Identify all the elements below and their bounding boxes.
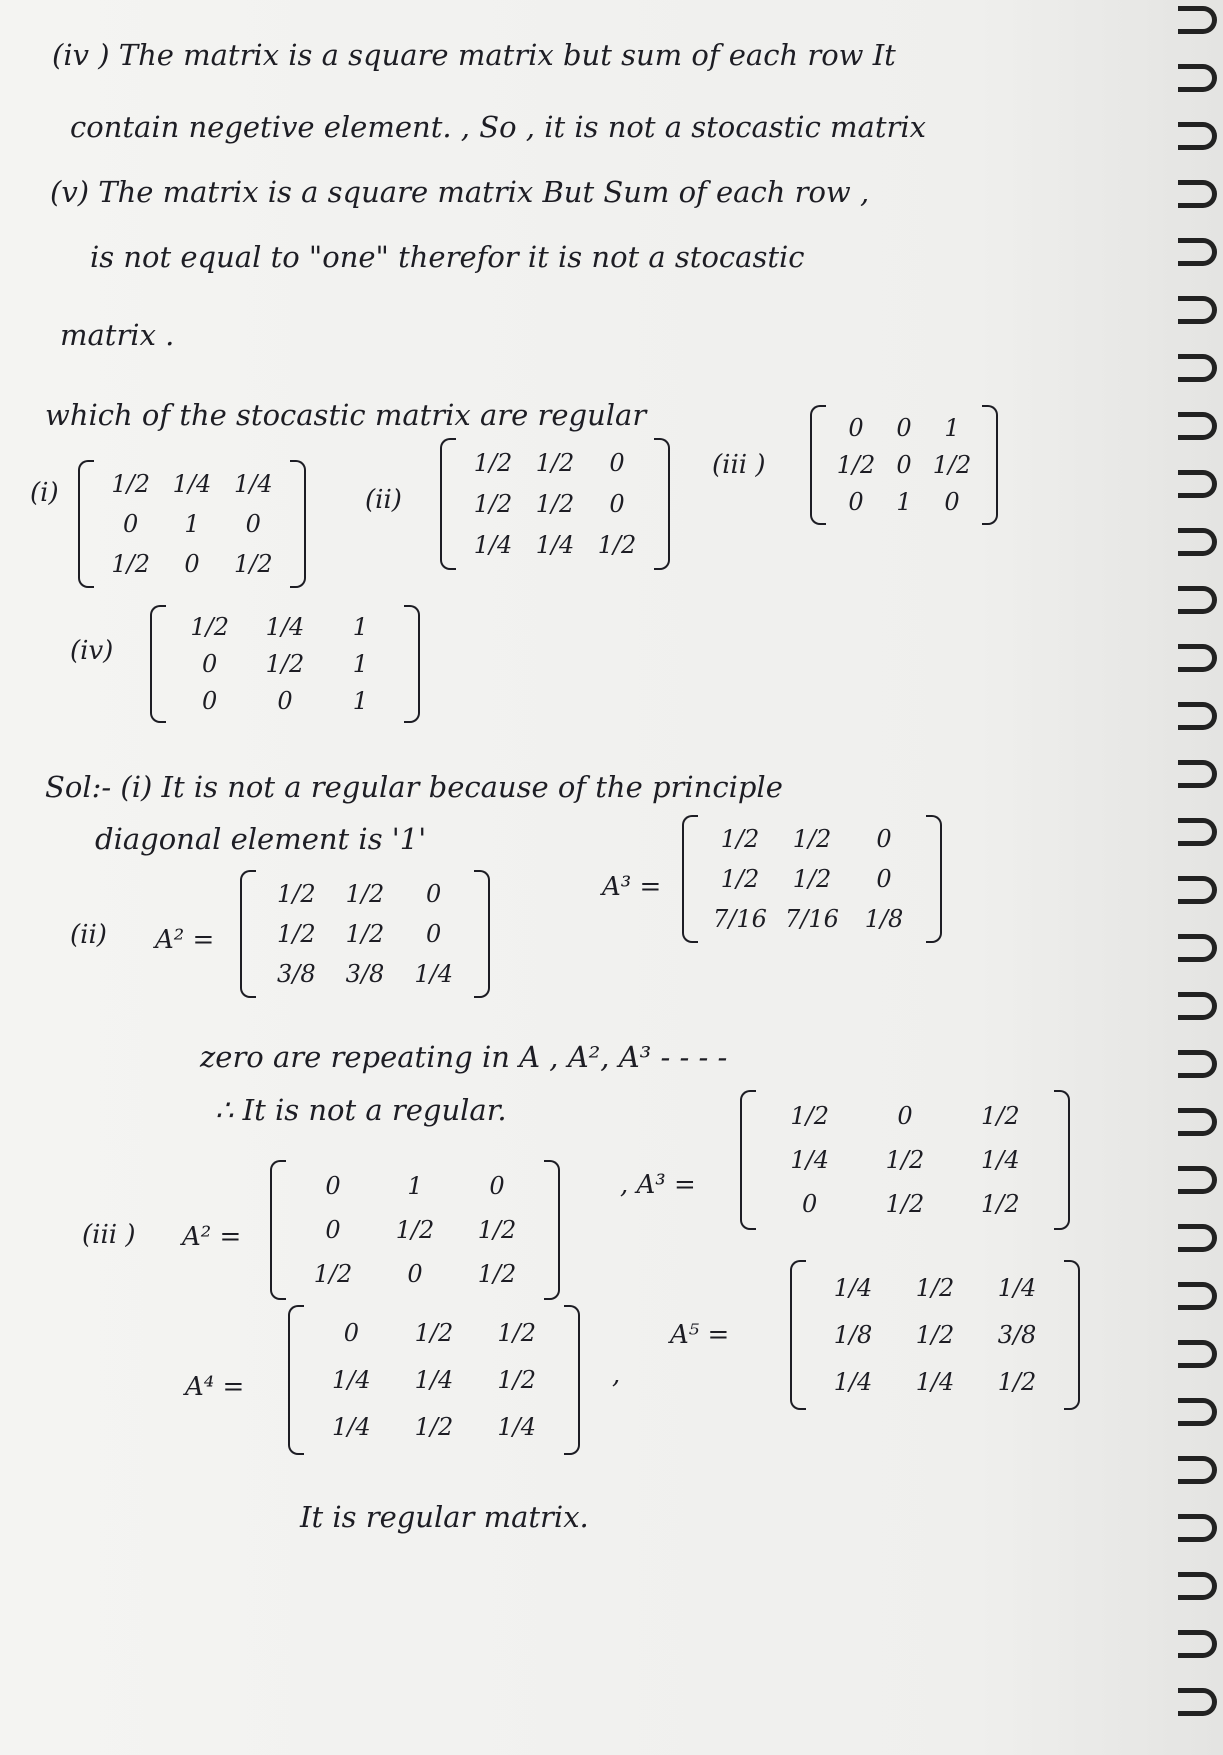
bracket-right <box>1064 1260 1080 1410</box>
spiral-coil <box>1178 1572 1217 1600</box>
spiral-coil <box>1178 180 1217 208</box>
spiral-coil <box>1178 296 1217 324</box>
matrix-question-iii <box>810 405 998 525</box>
label-i: (i) <box>30 478 59 508</box>
spiral-coil <box>1178 64 1217 92</box>
bracket-left <box>790 1260 806 1410</box>
matrix-cell: 1 <box>352 686 368 715</box>
matrix-cell: 0 <box>407 1260 423 1288</box>
matrix-cell: 1/2 <box>792 825 832 853</box>
matrix-cell: 0 <box>426 880 442 908</box>
matrix-cell: 1/2 <box>277 880 316 908</box>
matrix-cell: 1/2 <box>345 880 385 908</box>
matrix-cell: 0 <box>325 1216 341 1244</box>
matrix-cell: 1/4 <box>414 1365 454 1394</box>
label-iv: (iv) <box>70 636 114 666</box>
matrix-cell: 1/4 <box>414 960 453 988</box>
matrix-cell: 1/2 <box>720 865 760 893</box>
matrix-cell: 1/4 <box>332 1365 371 1394</box>
matrix-cell: 0 <box>848 488 864 517</box>
bracket-right <box>290 460 306 588</box>
spiral-coil <box>1178 1050 1217 1078</box>
matrix-cell: 0 <box>202 649 218 678</box>
matrix-cell: 1/2 <box>885 1190 925 1218</box>
solution-line-i-cont: diagonal element is '1' <box>95 822 427 856</box>
is-regular-line: It is regular matrix. <box>300 1500 589 1534</box>
text-line-v-end: matrix . <box>60 318 175 352</box>
matrix-cell: 1/2 <box>720 825 760 853</box>
matrix-cell: 1/2 <box>535 448 575 477</box>
matrix-cell: 1/4 <box>790 1146 829 1174</box>
spiral-binding <box>1175 0 1223 1755</box>
text-line-iv-cont: contain negetive element. , So , it is not a stocastic matrix <box>70 110 926 144</box>
matrix-cell: 1/2 <box>477 1260 517 1288</box>
matrix-cell: 1 <box>944 413 960 442</box>
matrix-cell: 0 <box>896 450 912 479</box>
spiral-coil <box>1178 1688 1217 1716</box>
matrix-cell: 1 <box>184 510 200 538</box>
matrix-cell: 0 <box>876 825 892 853</box>
matrix-cell: 0 <box>897 1102 913 1130</box>
matrix-cell: 1/4 <box>234 470 273 498</box>
matrix-cell: 1/2 <box>265 649 305 678</box>
matrix-solution-ii-A2 <box>240 870 490 998</box>
spiral-coil <box>1178 238 1217 266</box>
matrix-cell: 1/4 <box>497 1413 536 1442</box>
text-line-v: (v) The matrix is a square matrix But Sum of each row , <box>50 175 870 209</box>
text-line-iv: (iv ) The matrix is a square matrix but sum of each row It <box>52 38 896 72</box>
spiral-coil <box>1178 1340 1217 1368</box>
matrix-cell: 0 <box>184 550 200 578</box>
text-line-v-cont: is not equal to "one" therefor it is not a stocastic <box>90 240 805 274</box>
matrix-question-ii <box>440 438 670 570</box>
label-ii: (ii) <box>365 485 402 515</box>
bracket-right <box>926 815 942 943</box>
matrix-solution-iii-A2 <box>270 1160 560 1300</box>
matrix-cell: 1/2 <box>473 448 513 477</box>
matrix-cell: 1/2 <box>473 489 513 518</box>
label-comma: , <box>612 1360 621 1390</box>
spiral-coil <box>1178 818 1217 846</box>
bracket-left <box>240 870 256 998</box>
matrix-cell: 1/2 <box>497 1365 536 1394</box>
spiral-coil <box>1178 354 1217 382</box>
matrix-cell: 1/2 <box>345 920 385 948</box>
spiral-coil <box>1178 934 1217 962</box>
spiral-coil <box>1178 1108 1217 1136</box>
matrix-cell: 1/2 <box>497 1318 536 1347</box>
matrix-cell: 3/8 <box>345 960 385 988</box>
matrix-cell: 1/4 <box>172 470 212 498</box>
matrix-cell: 0 <box>343 1318 359 1347</box>
matrix-cell: 1/8 <box>864 905 904 933</box>
matrix-cell: 1/2 <box>111 470 150 498</box>
bracket-right <box>564 1305 580 1455</box>
solution-line-i: Sol:- (i) It is not a regular because of the principle <box>45 770 783 804</box>
bracket-left <box>78 460 94 588</box>
matrix-cell: 0 <box>848 413 864 442</box>
matrix-cell: 1/2 <box>981 1102 1020 1130</box>
spiral-coil <box>1178 6 1217 34</box>
matrix-cell: 1/2 <box>790 1102 829 1130</box>
matrix-cell: 0 <box>609 489 625 518</box>
question-heading: which of the stocastic matrix are regular <box>45 398 647 432</box>
label-A2-iii: A² = <box>182 1222 242 1252</box>
zero-repeating-line: zero are repeating in A , A², A³ - - - - <box>200 1040 728 1074</box>
matrix-cell: 1/4 <box>981 1146 1020 1174</box>
matrix-cell: 1/2 <box>313 1260 353 1288</box>
matrix-cell: 1/2 <box>997 1368 1037 1397</box>
matrix-cell: 0 <box>277 686 293 715</box>
bracket-left <box>740 1090 756 1230</box>
matrix-cell: 0 <box>609 448 625 477</box>
matrix-cell: 1/4 <box>833 1273 873 1302</box>
matrix-cell: 1/2 <box>414 1318 454 1347</box>
spiral-coil <box>1178 470 1217 498</box>
matrix-cell: 1/2 <box>277 920 316 948</box>
matrix-cell: 0 <box>245 510 261 538</box>
matrix-cell: 1/2 <box>915 1320 955 1349</box>
matrix-cell: 1/2 <box>414 1413 454 1442</box>
matrix-cell: 1/2 <box>792 865 832 893</box>
spiral-coil <box>1178 992 1217 1020</box>
spiral-coil <box>1178 1282 1217 1310</box>
label-A5: A⁵ = <box>670 1320 730 1350</box>
label-solution-ii: (ii) <box>70 920 107 950</box>
matrix-cell: 3/8 <box>997 1320 1037 1349</box>
matrix-cell: 1 <box>896 488 912 517</box>
matrix-cell: 7/16 <box>713 905 767 933</box>
spiral-coil <box>1178 644 1217 672</box>
matrix-cell: 1/4 <box>997 1273 1037 1302</box>
spiral-coil <box>1178 586 1217 614</box>
label-A3: A³ = <box>602 872 662 902</box>
matrix-cell: 1/4 <box>915 1368 955 1397</box>
bracket-right <box>1054 1090 1070 1230</box>
matrix-cell: 0 <box>426 920 442 948</box>
bracket-left <box>440 438 456 570</box>
matrix-cell: 1/2 <box>932 450 972 479</box>
matrix-cell: 1/2 <box>915 1273 955 1302</box>
spiral-coil <box>1178 1398 1217 1426</box>
bracket-left <box>288 1305 304 1455</box>
matrix-cell: 1/2 <box>981 1190 1020 1218</box>
matrix-cell: 7/16 <box>785 905 839 933</box>
spiral-coil <box>1178 412 1217 440</box>
spiral-coil <box>1178 1224 1217 1252</box>
spiral-coil <box>1178 876 1217 904</box>
bracket-left <box>682 815 698 943</box>
matrix-cell: 1/2 <box>535 489 575 518</box>
bracket-left <box>810 405 826 525</box>
label-A4: A⁴ = <box>185 1372 245 1402</box>
bracket-right <box>474 870 490 998</box>
matrix-cell: 1/4 <box>473 531 513 560</box>
label-A3-iii: , A³ = <box>620 1170 696 1200</box>
matrix-cell: 1 <box>352 613 368 642</box>
matrix-question-i <box>78 460 306 588</box>
matrix-question-iv <box>150 605 420 723</box>
matrix-solution-iii-A3 <box>740 1090 1070 1230</box>
matrix-cell: 3/8 <box>277 960 316 988</box>
spiral-coil <box>1178 122 1217 150</box>
matrix-cell: 1/4 <box>265 613 305 642</box>
matrix-cell: 1/8 <box>833 1320 873 1349</box>
matrix-solution-iii-A5 <box>790 1260 1080 1410</box>
spiral-coil <box>1178 1166 1217 1194</box>
bracket-right <box>544 1160 560 1300</box>
matrix-cell: 0 <box>325 1172 341 1200</box>
matrix-cell: 1 <box>407 1172 423 1200</box>
matrix-cell: 1/2 <box>477 1216 517 1244</box>
matrix-cell: 0 <box>944 488 960 517</box>
matrix-cell: 1/2 <box>836 450 876 479</box>
matrix-cell: 1/4 <box>332 1413 371 1442</box>
bracket-right <box>654 438 670 570</box>
matrix-cell: 1 <box>352 649 368 678</box>
label-iii: (iii ) <box>712 450 766 480</box>
spiral-coil <box>1178 1456 1217 1484</box>
bracket-left <box>150 605 166 723</box>
label-A2: A² = <box>155 925 215 955</box>
bracket-right <box>404 605 420 723</box>
bracket-right <box>982 405 998 525</box>
matrix-cell: 0 <box>123 510 139 538</box>
matrix-cell: 0 <box>802 1190 818 1218</box>
matrix-cell: 1/2 <box>234 550 273 578</box>
matrix-solution-iii-A4 <box>288 1305 580 1455</box>
matrix-cell: 1/4 <box>535 531 575 560</box>
spiral-coil <box>1178 702 1217 730</box>
label-solution-iii: (iii ) <box>82 1220 136 1250</box>
matrix-cell: 0 <box>896 413 912 442</box>
matrix-solution-ii-A3 <box>682 815 942 943</box>
matrix-cell: 0 <box>202 686 218 715</box>
not-regular-line: ∴ It is not a regular. <box>215 1093 507 1127</box>
matrix-cell: 0 <box>489 1172 505 1200</box>
spiral-coil <box>1178 1514 1217 1542</box>
matrix-cell: 1/2 <box>395 1216 435 1244</box>
matrix-cell: 1/2 <box>190 613 229 642</box>
matrix-cell: 1/4 <box>833 1368 873 1397</box>
bracket-left <box>270 1160 286 1300</box>
matrix-cell: 0 <box>876 865 892 893</box>
matrix-cell: 1/2 <box>885 1146 925 1174</box>
spiral-coil <box>1178 528 1217 556</box>
spiral-coil <box>1178 760 1217 788</box>
matrix-cell: 1/2 <box>597 531 637 560</box>
spiral-coil <box>1178 1630 1217 1658</box>
matrix-cell: 1/2 <box>111 550 150 578</box>
